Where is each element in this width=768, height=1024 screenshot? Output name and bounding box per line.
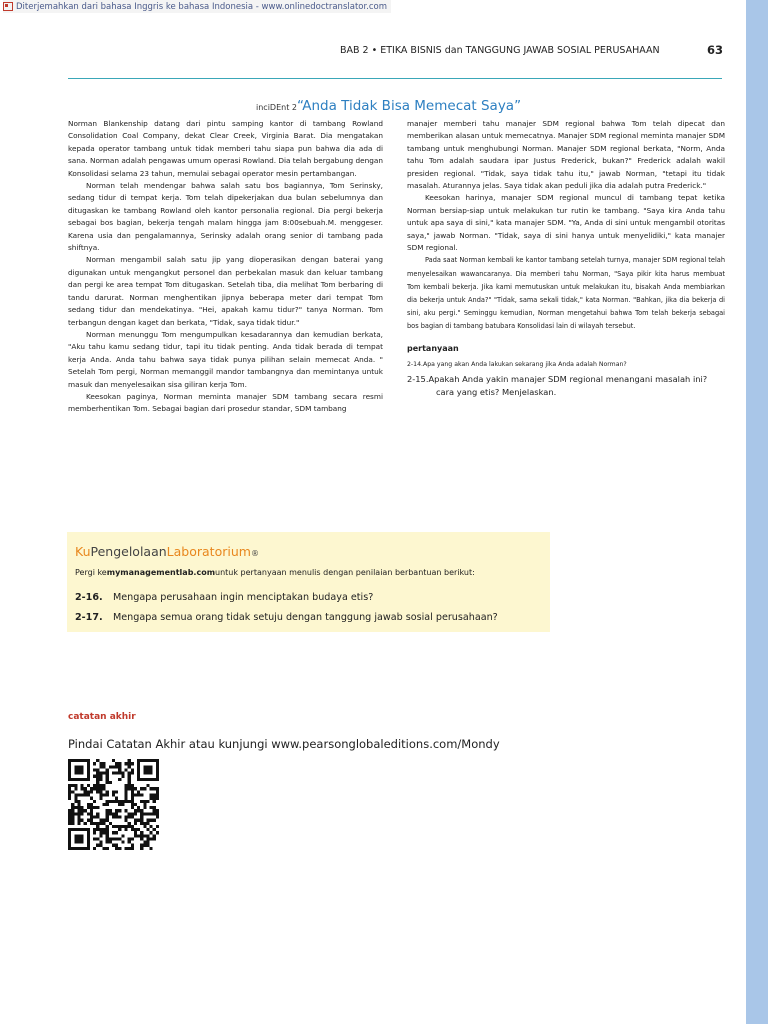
lab-question-2-17: [75, 612, 498, 623]
lab-title-ku: Ku: [75, 544, 91, 559]
left-column: [68, 118, 383, 416]
lab-instruction-post: untuk pertanyaan menulis dengan penilaian berbantuan berikut:: [215, 568, 475, 577]
page-number: 63: [707, 43, 724, 57]
question-2-15: [407, 373, 725, 399]
translator-logo-icon: [3, 2, 13, 11]
lab-question-number: 2-16.: [75, 592, 103, 603]
paragraph: Norman menunggu Tom mengumpulkan kesadarannya dan kemudian berkata, "Aku tahu kamu sedang tidur, tapi itu tidak penting. Anda tidak berada di tempat kerja Anda. Anda tahu bahwa saya tidak punya pilihan selain memecat Anda. " Setelah Tom pergi, Norman memanggil mandor tambangnya dan memintanya untuk masuk dan menyelesaikan sisa giliran kerja Tom.: [68, 329, 383, 389]
header-rule: [68, 78, 722, 79]
paragraph: Keesokan paginya, Norman meminta manajer SDM tambang secara resmi memberhentikan Tom. Sebagai bagian dari prosedur standar, SDM tambang: [68, 391, 383, 414]
questions-heading: pertanyaan: [407, 343, 459, 353]
lab-question-text: Mengapa perusahaan ingin menciptakan budaya etis?: [113, 592, 374, 603]
paragraph: Norman telah mendengar bahwa salah satu bos bagiannya, Tom Serinsky, sedang tidur di tempat kerja. Tom telah dipekerjakan dua bulan sebelumnya dan ditugaskan ke tambang Rowland oleh kantor personalia regional. Dia pergi bekerja sebagai bos bagian, bekerja tengah malam hingga jam 8:00sebuah.M. menggeser. Karena usia dan pengalamannya, Serinsky adalah orang senior di tambang pada shiftnya.: [68, 181, 383, 253]
lab-question-number: 2-17.: [75, 612, 103, 623]
management-lab-box: [67, 532, 550, 632]
paragraph: Pada saat Norman kembali ke kantor tambang setelah turnya, manajer SDM regional telah menyelesaikan wawancaranya. Dia memberi tahu Norman, "Saya pikir kita harus membuat Tom kembali bekerja. Jika kami memutuskan untuk melakukan itu, bisakah Anda membiarkan dia bekerja untuk Anda?" "Tidak, sama sekali tidak," kata Norman. "Bahkan, jika dia bekerja di sini, aku pergi." Seminggu kemudian, Norman mengetahui bahwa Tom telah bekerja sebagai bos bagian di tambang batubara Konsolidasi lain di wilayah tersebut.: [407, 256, 725, 331]
qr-code[interactable]: [68, 759, 159, 850]
lab-question-2-16: [75, 592, 373, 603]
lab-instruction: [75, 568, 475, 577]
paragraph: manajer memberi tahu manajer SDM regional bahwa Tom telah dipecat dan memberikan alasan untuk memecatnya. Manajer SDM regional meminta manajer SDM tambang untuk menghubungi Norman. Manajer SDM regional berkata, "Norm, Anda tahu Tom adalah saudara ipar Justus Frederick, bukan?" Frederick adalah wakil presiden regional. "Tidak, saya tidak tahu itu," jawab Norman, "tetapi itu tidak masalah. Aturannya jelas. Saya tidak akan peduli jika dia adalah putra Frederick.": [407, 119, 725, 191]
lab-link[interactable]: mymanagementlab.com: [106, 568, 216, 577]
right-sidebar-strip: [746, 0, 768, 1024]
paragraph: Norman mengambil salah satu jip yang dioperasikan dengan baterai yang digunakan untuk mengangkut personel dan perbekalan masuk dan keluar tambang dan pergi ke area tempat Tom ditugaskan. Setelah tiba, dia melihat Tom berbaring di tandu darurat. Norman menghentikan jipnya beberapa meter dari tempat Tom sedang tidur dan mendekatinya. "Hei, apakah kamu tidur?" tanya Norman. Tom terbangun dengan kaget dan berkata, "Tidak, saya tidak tidur.": [68, 255, 383, 327]
lab-instruction-pre: Pergi ke: [75, 568, 107, 577]
incident-heading: [256, 95, 521, 114]
running-head: BAB 2 • ETIKA BISNIS dan TANGGUNG JAWAB SOSIAL PERUSAHAAN: [340, 45, 660, 56]
paragraph: Norman Blankenship datang dari pintu samping kantor di tambang Rowland Consolidation Coal Company, dekat Clear Creek, Virginia Barat. Dia mengatakan kepada operator tambang untuk tidak memberi tahu siapa pun bahwa dia ada di sana. Norman adalah pengawas umum operasi Rowland. Dia telah bergabung dengan Konsolidasi selama 23 tahun, memulai sebagai operator mesin pertambangan.: [68, 119, 383, 178]
lab-title-lab: Laboratorium: [166, 544, 251, 559]
registered-mark: ®: [250, 549, 259, 558]
right-column: [407, 118, 725, 399]
question-2-15-line2: cara yang etis? Menjelaskan.: [436, 386, 557, 397]
paragraph: Keesokan harinya, manajer SDM regional muncul di tambang tepat ketika Norman bersiap-siap untuk melakukan tur rutin ke tambang. "Saya kira Anda tahu untuk apa saya di sini," kata manajer SDM. "Ya, Anda di sini untuk mengambil otoritas saya," jawab Norman. "Tidak, saya di sini hanya untuk menyelidiki," kata manajer SDM regional.: [407, 193, 725, 253]
endnotes-title: catatan akhir: [68, 712, 136, 722]
incident-label: inciDEnt 2: [256, 103, 297, 112]
question-2-14: 2-14.Apa yang akan Anda lakukan sekarang jika Anda adalah Norman?: [407, 361, 627, 369]
incident-title: “Anda Tidak Bisa Memecat Saya”: [296, 98, 522, 114]
lab-title: [75, 544, 259, 559]
lab-title-mid: Pengelolaan: [90, 544, 167, 559]
endnotes-text: Pindai Catatan Akhir atau kunjungi www.pearsonglobaleditions.com/Mondy: [68, 737, 500, 751]
lab-question-text: Mengapa semua orang tidak setuju dengan tanggung jawab sosial perusahaan?: [113, 612, 498, 623]
question-2-15-line1: 2-15.Apakah Anda yakin manajer SDM regional menangani masalah ini?: [407, 373, 708, 384]
banner-text: Diterjemahkan dari bahasa Inggris ke bahasa Indonesia - www.onlinedoctranslator.com: [16, 1, 388, 12]
translator-banner[interactable]: [3, 0, 391, 13]
